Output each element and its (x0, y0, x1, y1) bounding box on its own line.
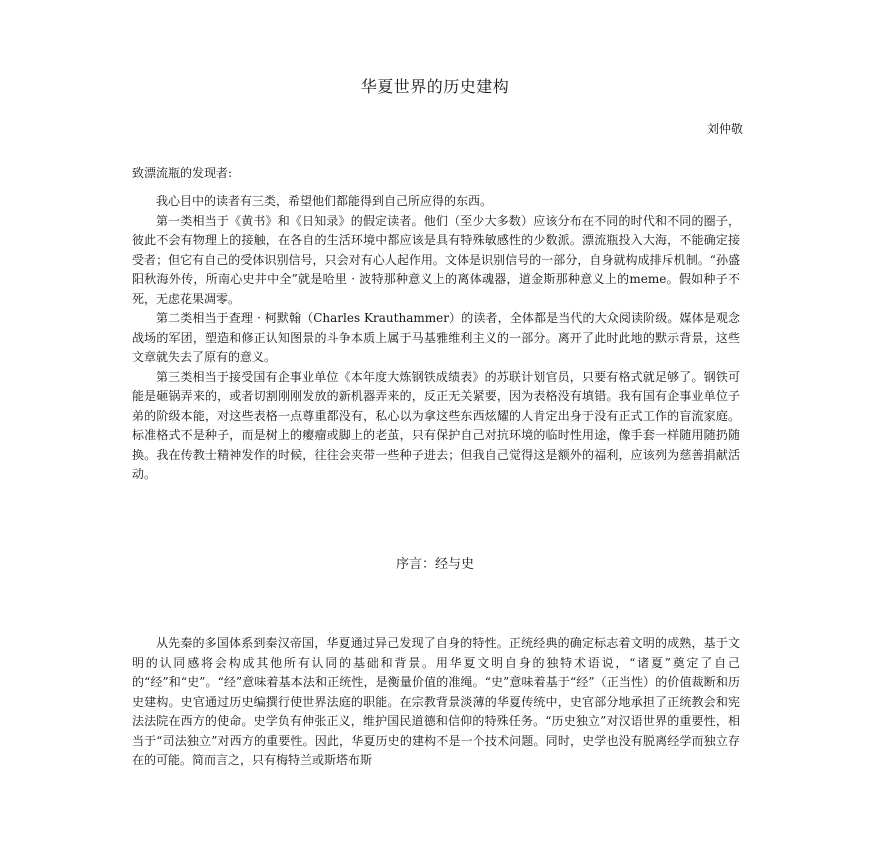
section-title: 序言：经与史 (395, 557, 474, 572)
author-name: 刘仲敬 (706, 122, 743, 136)
letter-paragraph: 第三类相当于接受国有企事业单位《本年度大炼钢铁成绩表》的苏联计划官员，只要有格式就足够了。钢铁可能是砸锅弄来的，或者切割刚刚发放的新机器弄来的，反正无关紧要，因为表格没有填错。我有国有企事业单位子弟的阶级本能，对这些表格一点尊重都没有，私心以为拿这些东西炫耀的人肯定出身于没有正式工作的盲流家庭。标准格式不是种子，而是树上的瘿瘤或脚上的老茧，只有保护自己对抗环境的临时性用途，像手套一样随用随扔随换。我在传教士精神发作的时候，往往会夹带一些种子进去；但我自己觉得这是额外的福利，应该列为慈善捐献活动。 (132, 369, 740, 481)
letter-paragraph: 第一类相当于《黄书》和《日知录》的假定读者。他们（至少大多数）应该分布在不同的时代和不同的圈子，彼此不会有物理上的接触，在各自的生活环境中都应该是具有特殊敏感性的少数派。漂流瓶投入大海，不能确定接受者；但它有自己的受体识别信号，只会对有心人起作用。文体是识别信号的一部分，自身就构成排斥机制。“孙盛阳秋海外传，所南心史井中全”就是哈里 · 波特那种意义上的离体魂器，道金斯那种意义上的meme。假如种子不死，无虑花果凋零。 (132, 213, 740, 306)
document-title: 华夏世界的历史建构 (360, 77, 510, 96)
letter-paragraph: 我心目中的读者有三类，希望他们都能得到自己所应得的东西。 (156, 194, 493, 208)
salutation: 致漂流瓶的发现者: (132, 166, 233, 180)
letter-paragraph: 第二类相当于查理 · 柯默翰（Charles Krauthammer）的读者，全体都是当代的大众阅读阶级。媒体是观念战场的军团，塑造和修正认知图景的斗争本质上属于马基雅维利主义的一部分。离开了此时此地的默示背景，这些文章就失去了原有的意义。 (132, 311, 740, 364)
preface-paragraph: 从先秦的多国体系到秦汉帝国，华夏通过异己发现了自身的特性。正统经典的确定标志着文明的成熟，基于文明的认同感将会构成其他所有认同的基础和背景。用华夏文明自身的独特术语说，“诸夏”奠定了自己的“经”和“史”。“经”意味着基本法和正统性，是衡量价值的准绳。“史”意味着基于“经”（正当性）的价值裁断和历史建构。史官通过历史编撰行使世界法庭的职能。在宗教背景淡薄的华夏传统中，史官部分地承担了正统教会和宪法法院在西方的使命。史学负有伸张正义，维护国民道德和信仰的特殊任务。“历史独立”对汉语世界的重要性，相当于“司法独立”对西方的重要性。因此，华夏历史的建构不是一个技术问题。同时，史学也没有脱离经学而独立存在的可能。简而言之，只有梅特兰或斯塔布斯 (132, 636, 740, 767)
preface-body (132, 634, 740, 771)
letter-body (132, 192, 740, 485)
